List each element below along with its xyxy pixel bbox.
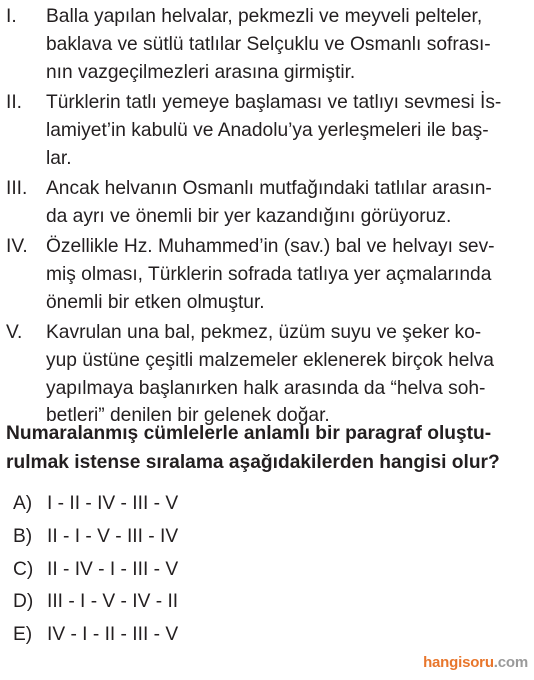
- statement-numeral: V.: [6, 321, 23, 343]
- statement-line: lamiyet’in kabulü ve Anadolu’ya yerleşmeleri ile baş-: [46, 119, 489, 141]
- statement-line: önemli bir etken olmuştur.: [46, 291, 265, 313]
- statement-text: [46, 233, 514, 317]
- statement-3: [0, 175, 534, 231]
- site-watermark: [423, 654, 528, 672]
- statement-list: [0, 3, 534, 433]
- statement-line: Ancak helvanın Osmanlı mutfağındaki tatlılar arasın-: [46, 177, 492, 199]
- option-a[interactable]: [13, 488, 313, 521]
- statement-text: [46, 319, 514, 431]
- option-letter: E): [13, 624, 33, 646]
- statement-line: miş olması, Türklerin sofrada tatlıya yer açmalarında: [46, 263, 492, 285]
- statement-numeral: I.: [6, 6, 17, 27]
- statement-4: [0, 233, 534, 317]
- statement-line: Kavrulan una bal, pekmez, üzüm suyu ve şeker ko-: [46, 321, 482, 343]
- statement-text: [46, 3, 514, 87]
- statement-1: [0, 3, 534, 87]
- statement-line: yapılmaya başlanırken halk arasında da “helva soh-: [46, 377, 486, 399]
- statement-text: [46, 175, 514, 231]
- option-b[interactable]: [13, 521, 313, 554]
- option-c[interactable]: [13, 554, 313, 587]
- statement-2: [0, 89, 534, 173]
- watermark-domain: .com: [493, 654, 528, 671]
- statement-line: Türklerin tatlı yemeye başlaması ve tatlıyı sevmesi İs-: [46, 91, 502, 113]
- option-text: I - II - IV - III - V: [47, 493, 179, 514]
- statement-5: [0, 319, 534, 431]
- statement-numeral: IV.: [6, 235, 28, 257]
- statement-line: Balla yapılan helvalar, pekmezli ve meyveli pelteler,: [46, 6, 483, 27]
- option-d[interactable]: [13, 586, 313, 619]
- watermark-name: hangisoru: [423, 654, 494, 671]
- statement-numeral: II.: [6, 91, 22, 113]
- option-letter: D): [13, 591, 34, 613]
- option-text: IV - I - II - III - V: [47, 624, 179, 646]
- statement-line: yup üstüne çeşitli malzemeler eklenerek birçok helva: [46, 349, 494, 371]
- statement-line: da ayrı ve önemli bir yer kazandığını görüyoruz.: [46, 205, 452, 227]
- question-prompt: [6, 419, 520, 477]
- statement-line: nın vazgeçilmezleri arasına girmiştir.: [46, 61, 356, 83]
- statement-line: lar.: [46, 147, 72, 169]
- statement-line: betleri” denilen bir gelenek doğar.: [46, 405, 330, 427]
- statement-line: Özellikle Hz. Muhammed’in (sav.) bal ve helvayı sev-: [46, 235, 495, 257]
- option-text: II - I - V - III - IV: [47, 525, 179, 547]
- option-letter: B): [13, 525, 33, 547]
- option-e[interactable]: [13, 619, 313, 652]
- option-letter: C): [13, 558, 34, 580]
- answer-options: [13, 488, 313, 652]
- question-line: rulmak istense sıralama aşağıdakilerden hangisi olur?: [6, 452, 500, 473]
- option-text: III - I - V - IV - II: [47, 591, 179, 613]
- statement-text: [46, 89, 514, 173]
- statement-line: baklava ve sütlü tatlılar Selçuklu ve Osmanlı sofrası-: [46, 33, 491, 55]
- statement-numeral: III.: [6, 177, 28, 199]
- question-line: Numaralanmış cümlelerle anlamlı bir paragraf oluştu-: [6, 423, 492, 444]
- option-letter: A): [13, 493, 33, 514]
- option-text: II - IV - I - III - V: [47, 558, 179, 580]
